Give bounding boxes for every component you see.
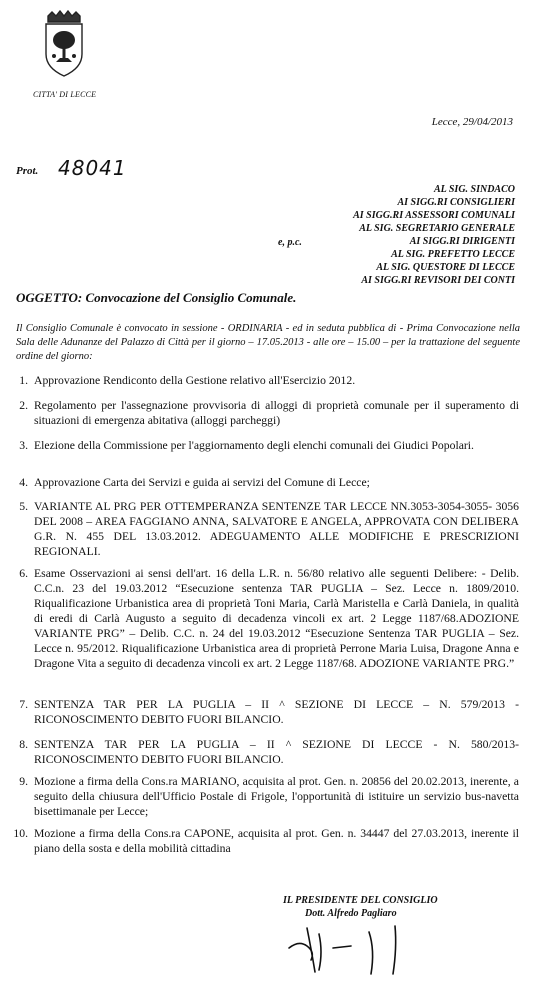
agenda-item-number: 3. bbox=[19, 439, 28, 452]
protocol-label: Prot. bbox=[16, 165, 39, 177]
epc-label: e, p.c. bbox=[278, 237, 302, 248]
agenda-item bbox=[19, 499, 519, 559]
agenda-item-text: SENTENZA TAR PER LA PUGLIA – II ^ SEZIONE DI LECCE - N. 580/2013- RICONOSCIMENTO DEBITO FUORI BILANCIO. bbox=[34, 738, 519, 766]
agenda-item-number: 10. bbox=[13, 827, 28, 840]
agenda-item-number: 1. bbox=[19, 374, 28, 387]
agenda-item bbox=[19, 373, 519, 388]
city-name: CITTA' DI LECCE bbox=[33, 90, 97, 99]
agenda-item bbox=[13, 826, 519, 856]
agenda-item-text: Mozione a firma della Cons.ra MARIANO, acquisita al prot. Gen. n. 20856 del 20.02.2013, inerente, a seguito della chiusura dell'Ufficio Postale di Frigole, l'opportunità di istituire un servizio bus-navetta bisettimanale per Lecce; bbox=[34, 775, 519, 818]
agenda-item bbox=[19, 774, 519, 819]
agenda-item bbox=[19, 398, 519, 428]
recipient: AI SIGG.RI ASSESSORI COMUNALI bbox=[353, 210, 515, 221]
protocol-number: 48041 bbox=[58, 156, 127, 180]
agenda-item-number: 2. bbox=[19, 399, 28, 412]
recipient: AI SIGG.RI CONSIGLIERI bbox=[397, 197, 515, 208]
recipient: AI SIGG.RI DIRIGENTI bbox=[409, 236, 515, 247]
agenda-item-text: Regolamento per l'assegnazione provvisoria di alloggi di proprietà comunale per il superamento di situazioni di emergenza abitativa (alloggi parcheggi) bbox=[34, 399, 519, 427]
recipient: AL SIG. PREFETTO LECCE bbox=[391, 249, 515, 260]
agenda-item-number: 5. bbox=[19, 500, 28, 513]
agenda-item-text: Approvazione Carta dei Servizi e guida ai servizi del Comune di Lecce; bbox=[34, 476, 370, 489]
agenda-item bbox=[19, 475, 519, 490]
agenda-item-text: Elezione della Commissione per l'aggiornamento degli elenchi comunali dei Giudici Popolari. bbox=[34, 439, 474, 452]
agenda-item-text: SENTENZA TAR PER LA PUGLIA – II ^ SEZIONE DI LECCE – N. 579/2013 - RICONOSCIMENTO DEBITO FUORI BILANCIO. bbox=[34, 698, 519, 726]
agenda-item bbox=[19, 697, 519, 727]
handwritten-signature-icon bbox=[285, 918, 415, 978]
recipient: AL SIG. SEGRETARIO GENERALE bbox=[359, 223, 515, 234]
recipient: AL SIG. QUESTORE DI LECCE bbox=[376, 262, 515, 273]
signer-name: Dott. Alfredo Pagliaro bbox=[305, 908, 397, 919]
agenda-item-number: 4. bbox=[19, 476, 28, 489]
agenda-item bbox=[19, 737, 519, 767]
agenda-item-number: 7. bbox=[19, 698, 28, 711]
agenda-item-text: Esame Osservazioni ai sensi dell'art. 16 della L.R. n. 56/80 relativo alle seguenti Delibere: - Delib. C.C.n. 23 del 19.03.2012 “Esecuzione sentenza TAR PUGLIA – Sez. Lecce n. 1809/2010. Riqualificazione Urbanistica area di proprietà Toni Maria, Carlà Maristella e Carlà Daniela, in qualità di eredi di Carlà Augusto a seguito di decadenza vincoli ex art. 2 Legge 1187/68.ADOZIONE VARIANTE PRG” – Delib. C.C. n. 24 del 19.03.2012 “Esecuzione Sentenza TAR PUGLIA – Sez. Lecce n. 95/2012. Riqualificazione Urbanistica area di proprietà Perrone Maria Luisa, Dragone Anna e Dragone Vita a seguito di decadenza vincoli ex art. 2 Legge 1187/68. ADOZIONE VARIANTE PRG.” bbox=[34, 567, 519, 670]
agenda-item bbox=[19, 566, 519, 671]
letter-date: Lecce, 29/04/2013 bbox=[431, 116, 513, 128]
agenda-item-number: 6. bbox=[19, 567, 28, 580]
agenda-item-text: Mozione a firma della Cons.ra CAPONE, acquisita al prot. Gen. n. 34447 del 27.03.2013, inerente il piano della sosta e della mobilità cittadina bbox=[34, 827, 519, 855]
subject-line: OGGETTO: Convocazione del Consiglio Comunale. bbox=[16, 290, 297, 305]
agenda-item-number: 8. bbox=[19, 738, 28, 751]
agenda-item bbox=[19, 438, 519, 453]
agenda-item-text: Approvazione Rendiconto della Gestione relativo all'Esercizio 2012. bbox=[34, 374, 356, 387]
agenda-item-number: 9. bbox=[19, 775, 28, 788]
signature-title: IL PRESIDENTE DEL CONSIGLIO bbox=[283, 895, 438, 906]
recipient: AL SIG. SINDACO bbox=[433, 184, 515, 195]
recipients-list bbox=[353, 183, 515, 287]
intro-paragraph: Il Consiglio Comunale è convocato in sessione - ORDINARIA - ed in seduta pubblica di - Prima Convocazione nella Sala delle Adunanze del Palazzo di Città per il giorno – 17.05.2013 - alle ore – 15.00 – per la trattazione del seguente ordine del giorno: bbox=[16, 323, 520, 362]
agenda-item-text: VARIANTE AL PRG PER OTTEMPERANZA SENTENZE TAR LECCE NN.3053-3054-3055- 3056 DEL 2008 – AREA FAGGIANO ANNA, SALVATORE E ANGELA, APPROVATA CON DELIBERA G.R. N. 455 DEL 13.03.2012. ADEGUAMENTO ALLE MODIFICHE E PRESCRIZIONI REGIONALI. bbox=[34, 500, 519, 558]
recipient: AI SIGG.RI REVISORI DEI CONTI bbox=[361, 275, 515, 286]
city-crest-icon bbox=[38, 10, 90, 80]
